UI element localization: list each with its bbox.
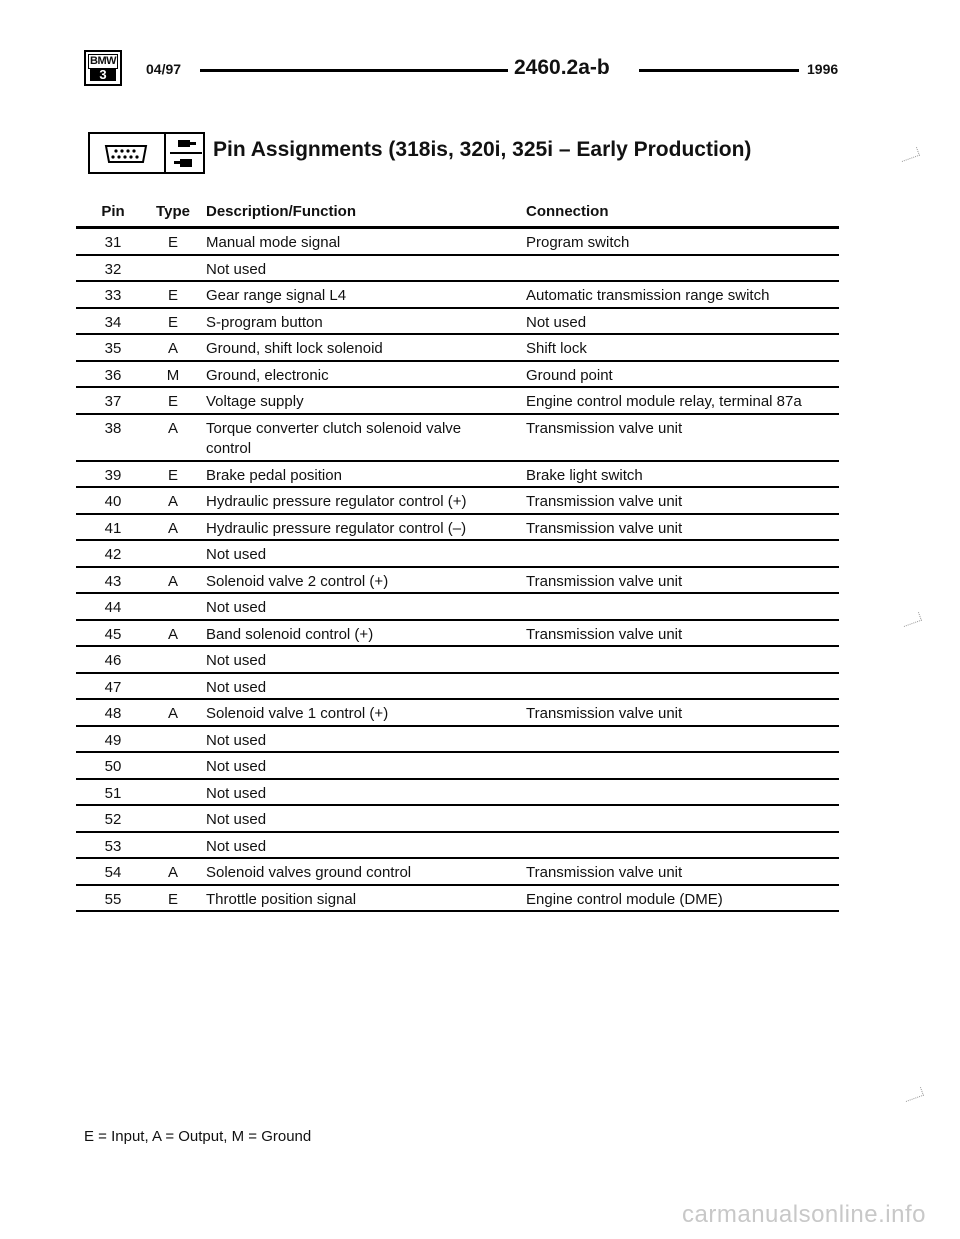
section-title: Pin Assignments (318is, 320i, 325i – Early Production) <box>213 138 752 161</box>
connection-cell: Transmission valve unit <box>526 493 683 510</box>
connection-cell: Transmission valve unit <box>526 572 683 590</box>
description-cell: Not used <box>206 546 267 563</box>
table-row <box>76 753 839 780</box>
connection-cell: Automatic transmission range switch <box>526 287 770 304</box>
scan-mark <box>901 612 922 627</box>
table-body <box>76 229 839 912</box>
pin-assignment-table <box>76 198 839 912</box>
table-row <box>76 806 839 833</box>
pin-cell: 54 <box>104 864 122 881</box>
connection-cell: Ground point <box>526 366 613 384</box>
pin-cell: 33 <box>104 287 122 304</box>
description-cell: Solenoid valves ground control <box>206 864 412 881</box>
description-cell: Ground, electronic <box>206 366 329 384</box>
pin-cell: 51 <box>104 784 122 802</box>
header-year: 1996 <box>807 61 839 77</box>
table-row <box>76 780 839 807</box>
table-row <box>76 700 839 727</box>
description-cell: Not used <box>206 599 267 616</box>
bmw-3-series-badge <box>84 50 122 86</box>
header-rule-right <box>639 69 799 72</box>
description-cell: Not used <box>206 652 267 669</box>
type-cell: E <box>167 234 178 251</box>
table-row <box>76 568 839 595</box>
type-cell: A <box>167 419 178 437</box>
section-icon-box <box>88 132 205 174</box>
col-header-description: Description/Function <box>206 203 356 220</box>
page-header <box>84 50 840 86</box>
pin-cell: 47 <box>104 678 122 696</box>
description-cell: Not used <box>206 811 267 828</box>
pin-cell: 43 <box>104 572 122 590</box>
type-legend: E = Input, A = Output, M = Ground <box>84 1128 312 1145</box>
icon-divider <box>164 134 166 172</box>
connection-cell: Transmission valve unit <box>526 419 683 437</box>
table-row <box>76 229 839 256</box>
header-date: 04/97 <box>146 61 182 77</box>
description-cell <box>206 419 506 459</box>
table-row <box>76 594 839 621</box>
pin-cell: 40 <box>104 493 122 510</box>
description-line: control <box>206 439 252 457</box>
description-cell: Throttle position signal <box>206 890 357 908</box>
badge-series: 3 <box>90 68 116 81</box>
connection-cell: Transmission valve unit <box>526 625 683 643</box>
type-cell: E <box>167 313 178 331</box>
connection-cell: Not used <box>526 313 587 331</box>
section-heading <box>88 132 848 174</box>
pin-cell: 53 <box>104 837 122 855</box>
table-row <box>76 415 839 462</box>
pin-cell: 35 <box>104 340 122 357</box>
description-cell: Hydraulic pressure regulator control (–) <box>206 519 467 537</box>
pin-cell: 37 <box>104 393 122 410</box>
connection-cell: Shift lock <box>526 340 587 357</box>
type-cell: A <box>167 625 178 643</box>
header-rule-left <box>200 69 508 72</box>
connection-cell: Transmission valve unit <box>526 519 683 537</box>
col-header-type: Type <box>156 203 190 220</box>
table-row <box>76 282 839 309</box>
description-cell: Not used <box>206 731 267 749</box>
description-cell: Not used <box>206 758 267 775</box>
scan-mark <box>903 1087 924 1102</box>
connection-cell: Engine control module relay, terminal 87a <box>526 393 802 410</box>
table-row <box>76 388 839 415</box>
connection-cell: Transmission valve unit <box>526 705 683 722</box>
description-cell: Not used <box>206 837 267 855</box>
type-cell: A <box>167 340 178 357</box>
description-cell: Not used <box>206 260 267 278</box>
table-row <box>76 886 839 913</box>
col-header-connection: Connection <box>526 203 609 220</box>
table-row <box>76 362 839 389</box>
pin-cell: 36 <box>104 366 122 384</box>
connection-cell: Brake light switch <box>526 466 643 484</box>
badge-brand: BMW <box>90 55 116 67</box>
connection-cell: Transmission valve unit <box>526 864 683 881</box>
description-cell: Manual mode signal <box>206 234 341 251</box>
type-cell: M <box>166 366 180 384</box>
table-row <box>76 515 839 542</box>
pin-cell: 52 <box>104 811 122 828</box>
scan-mark <box>899 147 920 162</box>
description-cell: Solenoid valve 2 control (+) <box>206 572 389 590</box>
connection-cell: Program switch <box>526 234 630 251</box>
connection-cell: Engine control module (DME) <box>526 890 723 908</box>
description-cell: Gear range signal L4 <box>206 287 347 304</box>
description-cell: Not used <box>206 784 267 802</box>
type-cell: A <box>167 705 178 722</box>
pin-cell: 41 <box>104 519 122 537</box>
description-cell: S-program button <box>206 313 323 331</box>
table-header <box>76 198 839 229</box>
description-cell: Voltage supply <box>206 393 304 410</box>
table-row <box>76 647 839 674</box>
pin-cell: 50 <box>104 758 122 775</box>
description-cell: Brake pedal position <box>206 466 342 484</box>
pin-cell: 39 <box>104 466 122 484</box>
table-row <box>76 621 839 648</box>
table-row <box>76 674 839 701</box>
table-row <box>76 335 839 362</box>
pin-cell: 55 <box>104 890 122 908</box>
type-cell: A <box>167 864 178 881</box>
description-cell: Hydraulic pressure regulator control (+) <box>206 493 467 510</box>
pin-cell: 44 <box>104 599 122 616</box>
pin-cell: 31 <box>104 234 122 251</box>
table-row <box>76 256 839 283</box>
type-cell: E <box>167 393 178 410</box>
table-row <box>76 309 839 336</box>
description-cell: Not used <box>206 678 267 696</box>
type-cell: E <box>167 466 178 484</box>
description-cell: Band solenoid control (+) <box>206 625 374 643</box>
pin-cell: 32 <box>104 260 122 278</box>
plug-icon <box>170 138 202 170</box>
header-section-code: 2460.2a-b <box>514 56 610 79</box>
table-row <box>76 727 839 754</box>
table-row <box>76 462 839 489</box>
pin-cell: 38 <box>104 419 122 437</box>
connector-icon <box>103 144 149 164</box>
pin-cell: 49 <box>104 731 122 749</box>
pin-cell: 42 <box>104 546 122 563</box>
pin-cell: 46 <box>104 652 122 669</box>
pin-cell: 34 <box>104 313 122 331</box>
table-row <box>76 859 839 886</box>
col-header-pin: Pin <box>101 203 125 220</box>
description-line: Torque converter clutch solenoid valve <box>206 419 462 437</box>
description-cell: Solenoid valve 1 control (+) <box>206 705 389 722</box>
type-cell: A <box>167 519 178 537</box>
type-cell: A <box>167 572 178 590</box>
type-cell: E <box>167 287 178 304</box>
table-row <box>76 833 839 860</box>
table-row <box>76 541 839 568</box>
watermark: carmanualsonline.info <box>682 1201 926 1228</box>
table-row <box>76 488 839 515</box>
description-cell: Ground, shift lock solenoid <box>206 340 383 357</box>
type-cell: E <box>167 890 178 908</box>
pin-cell: 48 <box>104 705 122 722</box>
type-cell: A <box>167 493 178 510</box>
pin-cell: 45 <box>104 625 122 643</box>
